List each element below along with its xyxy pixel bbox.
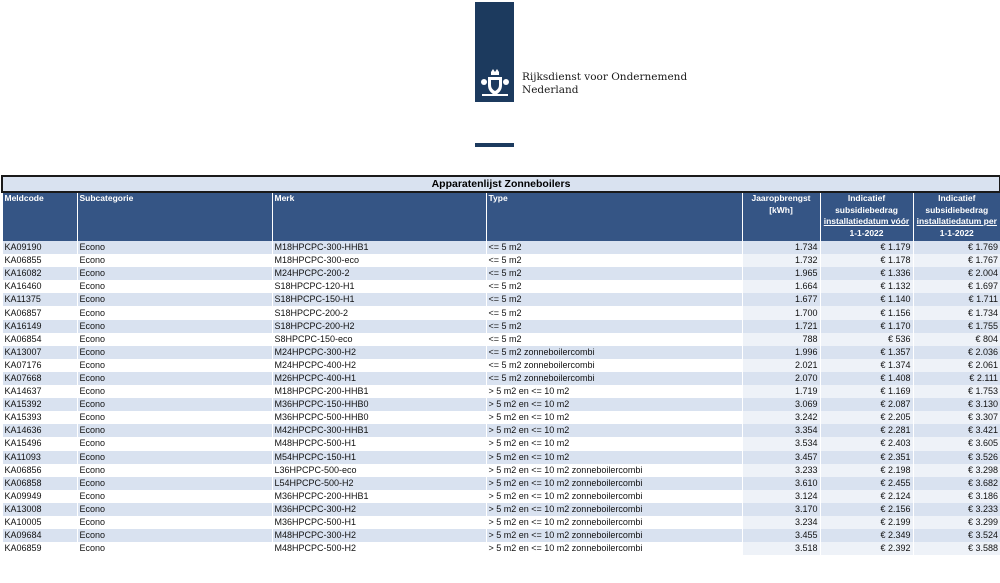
- cell-subsidie-voor: € 1.178: [820, 254, 913, 267]
- cell-subsidie-per: € 3.682: [913, 477, 1000, 490]
- cell-subsidie-per: € 1.767: [913, 254, 1000, 267]
- cell-subcategorie: Econo: [77, 333, 272, 346]
- subsidie-per-line2: subsidiebedrag: [925, 204, 989, 215]
- cell-meldcode: KA14636: [2, 424, 77, 437]
- cell-subsidie-per: € 3.186: [913, 490, 1000, 503]
- cell-jaaropbrengst: 1.719: [742, 385, 820, 398]
- table-row: [2, 464, 1000, 477]
- cell-meldcode: KA15393: [2, 411, 77, 424]
- cell-merk: M36HPCPC-150-HHB0: [272, 398, 486, 411]
- cell-type: > 5 m2 en <= 10 m2: [486, 437, 742, 450]
- cell-subsidie-per: € 804: [913, 333, 1000, 346]
- cell-subcategorie: Econo: [77, 320, 272, 333]
- table-body: [2, 241, 1000, 555]
- cell-subsidie-voor: € 2.205: [820, 411, 913, 424]
- cell-subsidie-per: € 2.004: [913, 267, 1000, 280]
- table-row: [2, 503, 1000, 516]
- cell-type: <= 5 m2 zonneboilercombi: [486, 359, 742, 372]
- cell-subcategorie: Econo: [77, 293, 272, 306]
- cell-subsidie-voor: € 1.336: [820, 267, 913, 280]
- cell-subsidie-per: € 3.299: [913, 516, 1000, 529]
- cell-merk: M24HPCPC-300-H2: [272, 346, 486, 359]
- cell-subcategorie: Econo: [77, 346, 272, 359]
- cell-subcategorie: Econo: [77, 359, 272, 372]
- org-name-line1: Rijksdienst voor Ondernemend: [522, 71, 688, 83]
- cell-jaaropbrengst: 1.734: [742, 241, 820, 254]
- cell-meldcode: KA09190: [2, 241, 77, 254]
- table-row: [2, 359, 1000, 372]
- cell-type: > 5 m2 en <= 10 m2 zonneboilercombi: [486, 477, 742, 490]
- cell-subsidie-per: € 2.111: [913, 372, 1000, 385]
- cell-subsidie-voor: € 1.357: [820, 346, 913, 359]
- cell-subcategorie: Econo: [77, 516, 272, 529]
- table-row: [2, 385, 1000, 398]
- cell-jaaropbrengst: 3.233: [742, 464, 820, 477]
- table-row: [2, 437, 1000, 450]
- cell-jaaropbrengst: 1.996: [742, 346, 820, 359]
- cell-type: > 5 m2 en <= 10 m2: [486, 424, 742, 437]
- cell-meldcode: KA09684: [2, 529, 77, 542]
- cell-subsidie-voor: € 1.170: [820, 320, 913, 333]
- cell-subsidie-voor: € 1.408: [820, 372, 913, 385]
- table-row: [2, 346, 1000, 359]
- cell-subcategorie: Econo: [77, 398, 272, 411]
- cell-subcategorie: Econo: [77, 267, 272, 280]
- cell-type: <= 5 m2 zonneboilercombi: [486, 346, 742, 359]
- cell-meldcode: KA11093: [2, 451, 77, 464]
- subsidie-voor-line1: Indicatief: [847, 193, 886, 203]
- cell-merk: M36HPCPC-500-H1: [272, 516, 486, 529]
- cell-jaaropbrengst: 3.534: [742, 437, 820, 450]
- table-row: [2, 411, 1000, 424]
- cell-type: <= 5 m2: [486, 306, 742, 319]
- cell-type: > 5 m2 en <= 10 m2 zonneboilercombi: [486, 464, 742, 477]
- cell-subcategorie: Econo: [77, 477, 272, 490]
- cell-subsidie-per: € 3.588: [913, 542, 1000, 555]
- table-row: [2, 398, 1000, 411]
- cell-meldcode: KA06859: [2, 542, 77, 555]
- cell-subcategorie: Econo: [77, 490, 272, 503]
- cell-jaaropbrengst: 2.070: [742, 372, 820, 385]
- cell-meldcode: KA06854: [2, 333, 77, 346]
- cell-subsidie-voor: € 2.351: [820, 451, 913, 464]
- table-row: [2, 516, 1000, 529]
- cell-type: > 5 m2 en <= 10 m2 zonneboilercombi: [486, 503, 742, 516]
- cell-subsidie-per: € 3.524: [913, 529, 1000, 542]
- cell-subcategorie: Econo: [77, 542, 272, 555]
- cell-subsidie-per: € 2.036: [913, 346, 1000, 359]
- cell-type: > 5 m2 en <= 10 m2: [486, 398, 742, 411]
- col-header-jaaropbrengst: [742, 192, 820, 241]
- col-header-subcategorie: Subcategorie: [77, 192, 272, 241]
- cell-type: <= 5 m2 zonneboilercombi: [486, 372, 742, 385]
- cell-merk: M42HPCPC-300-HHB1: [272, 424, 486, 437]
- cell-jaaropbrengst: 1.677: [742, 293, 820, 306]
- cell-subsidie-voor: € 1.169: [820, 385, 913, 398]
- table-row: [2, 542, 1000, 555]
- cell-merk: M36HPCPC-300-H2: [272, 503, 486, 516]
- cell-merk: M18HPCPC-300-eco: [272, 254, 486, 267]
- cell-subcategorie: Econo: [77, 254, 272, 267]
- table-row: [2, 333, 1000, 346]
- cell-jaaropbrengst: 1.965: [742, 267, 820, 280]
- cell-meldcode: KA15496: [2, 437, 77, 450]
- cell-subsidie-voor: € 2.156: [820, 503, 913, 516]
- cell-jaaropbrengst: 3.455: [742, 529, 820, 542]
- table-row: [2, 241, 1000, 254]
- table-row: [2, 267, 1000, 280]
- subsidie-per-line4: 1-1-2022: [939, 227, 974, 238]
- cell-merk: S18HPCPC-120-H1: [272, 280, 486, 293]
- cell-subcategorie: Econo: [77, 464, 272, 477]
- cell-meldcode: KA16082: [2, 267, 77, 280]
- table-row: [2, 451, 1000, 464]
- cell-merk: M24HPCPC-400-H2: [272, 359, 486, 372]
- cell-subcategorie: Econo: [77, 372, 272, 385]
- cell-subsidie-voor: € 2.392: [820, 542, 913, 555]
- cell-type: <= 5 m2: [486, 320, 742, 333]
- cell-jaaropbrengst: 1.700: [742, 306, 820, 319]
- cell-type: <= 5 m2: [486, 333, 742, 346]
- cell-subsidie-voor: € 2.198: [820, 464, 913, 477]
- cell-subcategorie: Econo: [77, 385, 272, 398]
- cell-subcategorie: Econo: [77, 241, 272, 254]
- cell-meldcode: KA06857: [2, 306, 77, 319]
- cell-jaaropbrengst: 3.124: [742, 490, 820, 503]
- org-name-line2: Nederland: [522, 83, 579, 96]
- cell-subsidie-voor: € 2.403: [820, 437, 913, 450]
- cell-subcategorie: Econo: [77, 280, 272, 293]
- cell-subsidie-per: € 2.061: [913, 359, 1000, 372]
- cell-type: <= 5 m2: [486, 241, 742, 254]
- subsidie-per-line1: Indicatief: [938, 193, 976, 203]
- cell-merk: M24HPCPC-200-2: [272, 267, 486, 280]
- cell-subsidie-voor: € 1.140: [820, 293, 913, 306]
- cell-meldcode: KA16460: [2, 280, 77, 293]
- subsidie-voor-line4: 1-1-2022: [849, 227, 884, 238]
- cell-merk: M54HPCPC-150-H1: [272, 451, 486, 464]
- divider-dash: [475, 143, 514, 147]
- cell-meldcode: KA06858: [2, 477, 77, 490]
- cell-subsidie-per: € 1.753: [913, 385, 1000, 398]
- cell-meldcode: KA07668: [2, 372, 77, 385]
- cell-type: > 5 m2 en <= 10 m2: [486, 451, 742, 464]
- cell-subsidie-per: € 1.769: [913, 241, 1000, 254]
- jaaropbrengst-line2: [kWh]: [769, 204, 793, 215]
- cell-subsidie-voor: € 1.179: [820, 241, 913, 254]
- cell-subsidie-voor: € 1.156: [820, 306, 913, 319]
- cell-jaaropbrengst: 788: [742, 333, 820, 346]
- cell-meldcode: KA13007: [2, 346, 77, 359]
- cell-meldcode: KA13008: [2, 503, 77, 516]
- table-row: [2, 477, 1000, 490]
- cell-type: > 5 m2 en <= 10 m2 zonneboilercombi: [486, 516, 742, 529]
- cell-merk: M48HPCPC-500-H2: [272, 542, 486, 555]
- col-header-subsidie-per: [913, 192, 1000, 241]
- cell-jaaropbrengst: 3.610: [742, 477, 820, 490]
- cell-merk: M36HPCPC-500-HHB0: [272, 411, 486, 424]
- cell-meldcode: KA06856: [2, 464, 77, 477]
- cell-merk: S18HPCPC-150-H1: [272, 293, 486, 306]
- cell-subsidie-per: € 1.755: [913, 320, 1000, 333]
- jaaropbrengst-line1: Jaaropbrengst: [751, 193, 811, 203]
- col-header-merk: Merk: [272, 192, 486, 241]
- col-header-subsidie-voor: [820, 192, 913, 241]
- subsidie-per-line3: installatiedatum per: [916, 216, 997, 226]
- cell-meldcode: KA07176: [2, 359, 77, 372]
- col-header-meldcode: Meldcode: [2, 192, 77, 241]
- table-row: [2, 424, 1000, 437]
- cell-subsidie-voor: € 2.087: [820, 398, 913, 411]
- cell-jaaropbrengst: 2.021: [742, 359, 820, 372]
- cell-subcategorie: Econo: [77, 306, 272, 319]
- cell-jaaropbrengst: 3.170: [742, 503, 820, 516]
- cell-jaaropbrengst: 1.732: [742, 254, 820, 267]
- cell-subsidie-per: € 1.711: [913, 293, 1000, 306]
- cell-merk: M26HPCPC-400-H1: [272, 372, 486, 385]
- cell-subsidie-voor: € 2.349: [820, 529, 913, 542]
- cell-type: > 5 m2 en <= 10 m2 zonneboilercombi: [486, 490, 742, 503]
- cell-meldcode: KA11375: [2, 293, 77, 306]
- cell-meldcode: KA10005: [2, 516, 77, 529]
- organization-name: [522, 71, 687, 96]
- cell-subsidie-voor: € 536: [820, 333, 913, 346]
- cell-subsidie-per: € 3.526: [913, 451, 1000, 464]
- cell-subsidie-voor: € 2.199: [820, 516, 913, 529]
- cell-subsidie-per: € 3.130: [913, 398, 1000, 411]
- cell-meldcode: KA16149: [2, 320, 77, 333]
- cell-jaaropbrengst: 3.234: [742, 516, 820, 529]
- cell-subcategorie: Econo: [77, 451, 272, 464]
- table-row: [2, 280, 1000, 293]
- cell-subsidie-per: € 3.233: [913, 503, 1000, 516]
- subsidie-voor-line3: installatiedatum vóór: [823, 216, 910, 226]
- cell-merk: M48HPCPC-300-H2: [272, 529, 486, 542]
- cell-type: <= 5 m2: [486, 293, 742, 306]
- cell-meldcode: KA14637: [2, 385, 77, 398]
- cell-merk: S18HPCPC-200-2: [272, 306, 486, 319]
- cell-merk: M36HPCPC-200-HHB1: [272, 490, 486, 503]
- cell-subsidie-per: € 1.697: [913, 280, 1000, 293]
- cell-merk: S18HPCPC-200-H2: [272, 320, 486, 333]
- cell-jaaropbrengst: 1.721: [742, 320, 820, 333]
- cell-type: > 5 m2 en <= 10 m2 zonneboilercombi: [486, 542, 742, 555]
- cell-subsidie-voor: € 2.124: [820, 490, 913, 503]
- cell-meldcode: KA06855: [2, 254, 77, 267]
- cell-meldcode: KA09949: [2, 490, 77, 503]
- col-header-type: Type: [486, 192, 742, 241]
- table-row: [2, 372, 1000, 385]
- cell-merk: S8HPCPC-150-eco: [272, 333, 486, 346]
- cell-type: > 5 m2 en <= 10 m2 zonneboilercombi: [486, 529, 742, 542]
- table-row: [2, 306, 1000, 319]
- cell-merk: M18HPCPC-200-HHB1: [272, 385, 486, 398]
- cell-jaaropbrengst: 3.457: [742, 451, 820, 464]
- cell-subsidie-per: € 3.307: [913, 411, 1000, 424]
- cell-subcategorie: Econo: [77, 424, 272, 437]
- cell-type: <= 5 m2: [486, 280, 742, 293]
- cell-type: > 5 m2 en <= 10 m2: [486, 411, 742, 424]
- table-title: Apparatenlijst Zonneboilers: [2, 176, 1000, 192]
- cell-subsidie-voor: € 1.374: [820, 359, 913, 372]
- cell-merk: M48HPCPC-500-H1: [272, 437, 486, 450]
- cell-subsidie-voor: € 2.455: [820, 477, 913, 490]
- cell-merk: M18HPCPC-300-HHB1: [272, 241, 486, 254]
- cell-jaaropbrengst: 1.664: [742, 280, 820, 293]
- cell-meldcode: KA15392: [2, 398, 77, 411]
- table-row: [2, 254, 1000, 267]
- cell-subsidie-voor: € 2.281: [820, 424, 913, 437]
- appliance-table: [1, 175, 1000, 555]
- cell-subcategorie: Econo: [77, 411, 272, 424]
- cell-subsidie-per: € 1.734: [913, 306, 1000, 319]
- cell-subsidie-per: € 3.298: [913, 464, 1000, 477]
- cell-type: <= 5 m2: [486, 267, 742, 280]
- table-row: [2, 490, 1000, 503]
- cell-merk: L54HPCPC-500-H2: [272, 477, 486, 490]
- cell-subcategorie: Econo: [77, 503, 272, 516]
- cell-merk: L36HPCPC-500-eco: [272, 464, 486, 477]
- cell-jaaropbrengst: 3.354: [742, 424, 820, 437]
- crest-icon: [480, 68, 510, 98]
- table-row: [2, 529, 1000, 542]
- cell-subcategorie: Econo: [77, 529, 272, 542]
- subsidie-voor-line2: subsidiebedrag: [835, 204, 898, 215]
- cell-type: <= 5 m2: [486, 254, 742, 267]
- cell-subcategorie: Econo: [77, 437, 272, 450]
- cell-jaaropbrengst: 3.518: [742, 542, 820, 555]
- cell-jaaropbrengst: 3.242: [742, 411, 820, 424]
- table-row: [2, 320, 1000, 333]
- table-row: [2, 293, 1000, 306]
- cell-subsidie-per: € 3.605: [913, 437, 1000, 450]
- cell-subsidie-voor: € 1.132: [820, 280, 913, 293]
- cell-subsidie-per: € 3.421: [913, 424, 1000, 437]
- cell-jaaropbrengst: 3.069: [742, 398, 820, 411]
- cell-type: > 5 m2 en <= 10 m2: [486, 385, 742, 398]
